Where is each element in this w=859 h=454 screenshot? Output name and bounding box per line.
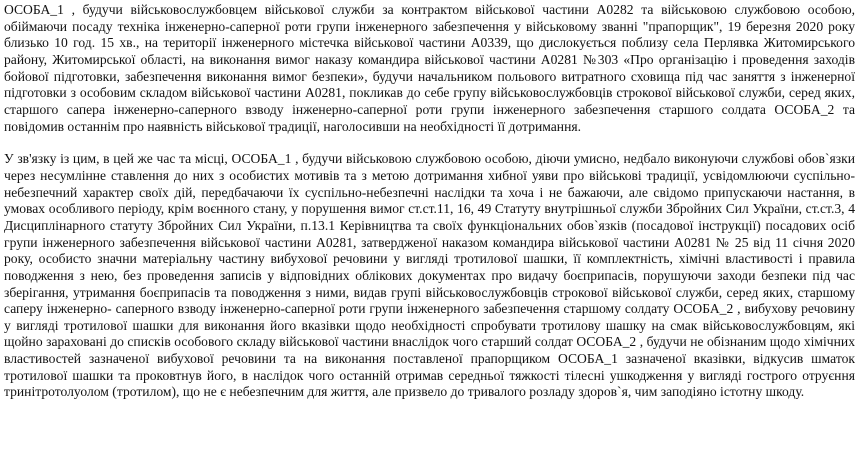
paragraph-2: У зв'язку із цим, в цей же час та місці, ОСОБА_1 , будучи військовою службовою особою, діючи умисно, недбало виконуючи службові обов`язки через несумлінне ставлення до них з особистих мотивів та з метою дотримання хибної уяви про військові традиції, усвідомлюючи суспільно-небезпечний характер своїх дій, передбачаючи їх суспільно-небезпечні наслідки та хоча і не бажаючи, але свідомо припускаючи настання, в умовах особливого періоду, крім воєнного стану, у порушення вимог ст.ст.11, 16, 49 Статуту внутрішньої служби Збройних Сил України, ст.ст.3, 4 Дисциплінарного статуту Збройних Сил України, п.13.1 Керівництва та своїх функціональних обов`язків (посадової інструкції) посадових осіб групи інженерного забезпечення військової частини А0281, затвердженої наказом командира військової частини А0281 № 25 від 11 січня 2020 року, особисто значни матеріальну частину вибухової речовини у вигляді тротилової шашки, її комплектність, хімічні властивості і правила поводження з нею, без проведення записів у відповідних облікових документах про видачу боєприпасів, порушуючи заходи безпеки під час зберігання, утримання боєприпасів та поводження з ними, видав групі військовослужбовців строкової військової служби, серед яких, старшому саперу інженерно- саперного взводу інженерно-саперної роти групи інженерного забезпечення старшому солдату ОСОБА_2 , вибухову речовину у вигляді тротилової шашки для виконання його вказівки щодо необхідності спробувати тротилову шашку на смак військовослужбовцям, які щойно зараховані до списків особового складу військової частини внаслідок чого старший солдат ОСОБА_2 , будучи не обізнаним щодо хімічних властивостей зазначеної вибухової речовини та на виконання поставленої прапорщиком ОСОБА_1 зазначеної вказівки, відкусив шматок тротилової шашки та проковтнув його, в наслідок чого останній отримав середньої тяжкості тілесні ушкодження у вигляді гострого отруєння тринітротолуолом (тротилом), що не є небезпечним для життя, але призвело до тривалого розладу здоров`я, чим заподіяно істотну шкоду.: [4, 151, 855, 400]
document-body: [4, 2, 855, 401]
paragraph-1: ОСОБА_1 , будучи військовослужбовцем військової служби за контрактом військової частини А0282 та військовою службовою особою, обіймаючи посаду техніка інженерно-саперної роти групи інженерного забезпечення у військовому званні "прапорщик", 19 березня 2020 року близько 10 год. 15 хв., на території інженерного містечка військової частини А0339, що дислокується поблизу села Перлявка Житомирського району, Житомирської області, на виконання вимог наказу командира військової частини А0281 №303 «Про організацію і проведення заходів бойової підготовки, забезпечення виконання вимог безпеки», будучи начальником польового витратного сховища під час заняття з інженерної підготовки з особовим складом військової частини А0281, покликав до себе групу військовослужбовців строкової військової служби, серед яких, старшого сапера інженерно-саперного взводу інженерно-саперної роти групи інженерного забезпечення старшого солдата ОСОБА_2 та повідомив останнім про наявність військової традиції, наголосивши на необхідності її дотримання.: [4, 2, 855, 134]
